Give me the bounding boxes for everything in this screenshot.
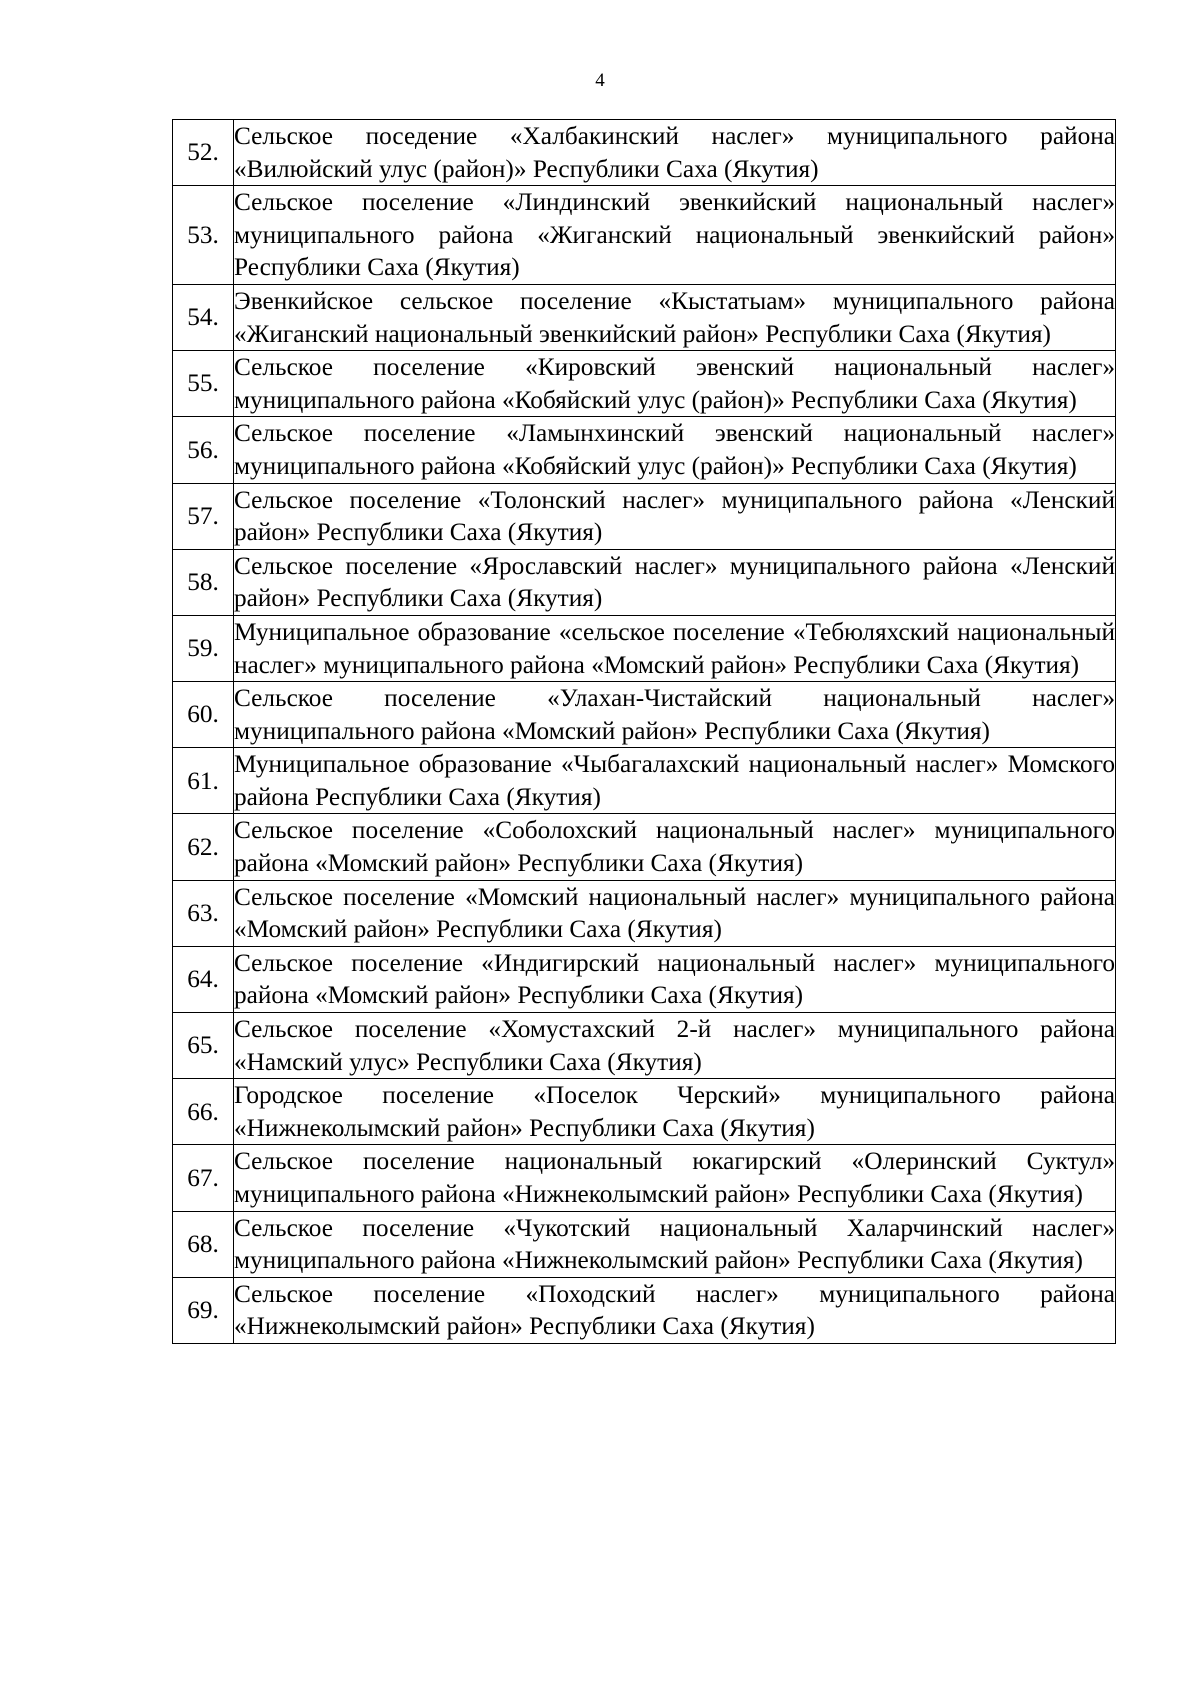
- table-row: [173, 682, 1116, 748]
- settlements-table: [172, 119, 1116, 1344]
- table-row: [173, 1277, 1116, 1343]
- row-number: 55.: [173, 351, 234, 417]
- row-number: 69.: [173, 1277, 234, 1343]
- table-row: [173, 1145, 1116, 1211]
- table-row: [173, 946, 1116, 1012]
- row-number: 66.: [173, 1079, 234, 1145]
- row-number: 63.: [173, 880, 234, 946]
- settlements-table-body: [173, 120, 1116, 1344]
- settlement-name: Сельское поселение «Ярославский наслег» муниципального района «Ленский район» Республики Саха (Якутия): [234, 549, 1116, 615]
- table-row: [173, 1079, 1116, 1145]
- settlement-name: Городское поселение «Поселок Черский» муниципального района «Нижнеколымский район» Республики Саха (Якутия): [234, 1079, 1116, 1145]
- row-number: 54.: [173, 284, 234, 350]
- table-row: [173, 417, 1116, 483]
- settlement-name: Сельское поселение «Толонский наслег» муниципального района «Ленский район» Республики Саха (Якутия): [234, 483, 1116, 549]
- table-row: [173, 120, 1116, 186]
- settlement-name: Эвенкийское сельское поселение «Кыстатыам» муниципального района «Жиганский национальный эвенкийский район» Республики Саха (Якутия): [234, 284, 1116, 350]
- row-number: 56.: [173, 417, 234, 483]
- table-row: [173, 615, 1116, 681]
- table-row: [173, 351, 1116, 417]
- table-row: [173, 284, 1116, 350]
- table-row: [173, 483, 1116, 549]
- settlement-name: Сельское поселение «Индигирский национальный наслег» муниципального района «Момский район» Республики Саха (Якутия): [234, 946, 1116, 1012]
- row-number: 53.: [173, 186, 234, 285]
- settlement-name: Сельское поселение «Чукотский национальный Халарчинский наслег» муниципального района «Нижнеколымский район» Республики Саха (Якутия): [234, 1211, 1116, 1277]
- row-number: 62.: [173, 814, 234, 880]
- settlement-name: Сельское поселение «Ламынхинский эвенский национальный наслег» муниципального района «Кобяйский улус (район)» Республики Саха (Якутия): [234, 417, 1116, 483]
- row-number: 59.: [173, 615, 234, 681]
- settlement-name: Сельское поселение «Кировский эвенский национальный наслег» муниципального района «Кобяйский улус (район)» Республики Саха (Якутия): [234, 351, 1116, 417]
- row-number: 64.: [173, 946, 234, 1012]
- settlement-name: Сельское поселение национальный юкагирский «Олеринский Суктул» муниципального района «Нижнеколымский район» Республики Саха (Якутия): [234, 1145, 1116, 1211]
- settlement-name: Сельское поселение «Линдинский эвенкийский национальный наслег» муниципального района «Жиганский национальный эвенкийский район» Республики Саха (Якутия): [234, 186, 1116, 285]
- table-row: [173, 1013, 1116, 1079]
- row-number: 52.: [173, 120, 234, 186]
- settlement-name: Сельское поселение «Соболохский национальный наслег» муниципального района «Момский район» Республики Саха (Якутия): [234, 814, 1116, 880]
- settlement-name: Муниципальное образование «Чыбагалахский национальный наслег» Момского района Республики Саха (Якутия): [234, 748, 1116, 814]
- table-row: [173, 748, 1116, 814]
- row-number: 60.: [173, 682, 234, 748]
- settlement-name: Сельское поселение «Хомустахский 2-й наслег» муниципального района «Намский улус» Республики Саха (Якутия): [234, 1013, 1116, 1079]
- row-number: 57.: [173, 483, 234, 549]
- row-number: 58.: [173, 549, 234, 615]
- row-number: 67.: [173, 1145, 234, 1211]
- settlement-name: Сельское поседение «Халбакинский наслег» муниципального района «Вилюйский улус (район)» Республики Саха (Якутия): [234, 120, 1116, 186]
- settlement-name: Муниципальное образование «сельское поселение «Тебюляхский национальный наслег» муниципального района «Момский район» Республики Саха (Якутия): [234, 615, 1116, 681]
- table-row: [173, 186, 1116, 285]
- row-number: 68.: [173, 1211, 234, 1277]
- settlement-name: Сельское поселение «Момский национальный наслег» муниципального района «Момский район» Республики Саха (Якутия): [234, 880, 1116, 946]
- page-number: 4: [595, 70, 605, 91]
- table-row: [173, 549, 1116, 615]
- settlement-name: Сельское поселение «Походский наслег» муниципального района «Нижнеколымский район» Республики Саха (Якутия): [234, 1277, 1116, 1343]
- row-number: 65.: [173, 1013, 234, 1079]
- settlement-name: Сельское поселение «Улахан-Чистайский национальный наслег» муниципального района «Момский район» Республики Саха (Якутия): [234, 682, 1116, 748]
- table-row: [173, 880, 1116, 946]
- row-number: 61.: [173, 748, 234, 814]
- table-row: [173, 814, 1116, 880]
- table-row: [173, 1211, 1116, 1277]
